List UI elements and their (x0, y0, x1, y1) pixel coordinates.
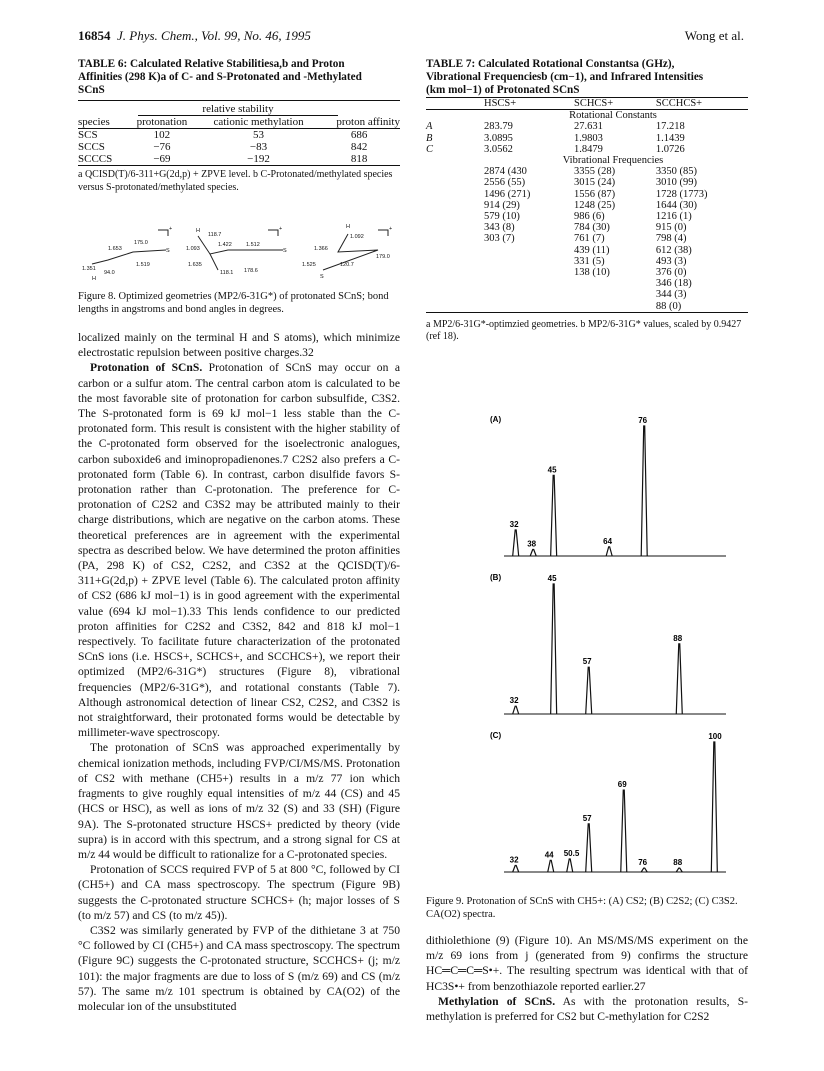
panel-label: (B) (490, 573, 502, 582)
bond-angle-label: 118.1 (220, 270, 234, 276)
table-cell: SCS (78, 129, 98, 141)
peak-mz-label: 38 (527, 539, 537, 549)
spectrum-peak (711, 742, 717, 872)
table-cell: 761 (7) (574, 233, 605, 245)
spectrum-peak (676, 644, 682, 714)
paragraph-text: As with the protonation results, S-methylation is preferred for CS2 but C-methylation for C2S2 (426, 994, 748, 1024)
bond-length-label: 1.422 (218, 242, 232, 248)
table-cell: B (426, 132, 433, 144)
spectrum-peak (551, 584, 557, 714)
table-cell: 1644 (30) (655, 199, 698, 211)
table-cell: 3010 (99) (655, 177, 698, 189)
table7-grid (426, 97, 748, 313)
table-cell: 17.218 (655, 121, 685, 133)
table-cell: 818 (350, 153, 368, 165)
table-row (78, 153, 400, 166)
table6-col-header: protonation (136, 116, 188, 128)
peak-mz-label: 64 (603, 536, 613, 546)
table-row (426, 301, 748, 313)
table-cell: 1.8479 (574, 143, 603, 155)
table7-col-header: SCHCS+ (574, 98, 614, 109)
table6-footnote: a QCISD(T)/6-311+G(2d,p) + ZPVE level. b C-Protonated/methylated species versus S-protonated/methylated species. (78, 169, 393, 193)
table-cell: −83 (249, 141, 268, 153)
charge-label: + (279, 226, 283, 232)
paragraph: Protonation of SCCS required FVP of 5 at 800 °C, followed by CI (CH5+) and CA mass spectroscopy. The spectrum (Figure 9B) suggests the C-protonated structure SCHCS+ (h; major losses of S (to m/z 57) and CS (to m/z 45)). (78, 863, 400, 922)
table7-caption-line: Vibrational Frequenciesb (cm−1), and Infrared Intensities (426, 71, 704, 83)
table-cell: 493 (3) (655, 255, 687, 267)
table-cell: SCCCS (78, 153, 113, 165)
bond-angle-label: 179.0 (376, 254, 390, 260)
figure8-caption: Figure 8. Optimized geometries (MP2/6-31G*) of protonated SCnS; bond lengths in angstroms and bond angles in degrees. (78, 291, 389, 315)
table6-caption-line: TABLE 6: Calculated Relative Stabilitiesa,b and Proton (78, 58, 345, 70)
peak-mz-label: 57 (582, 813, 592, 823)
table-cell: 283.79 (484, 121, 513, 133)
charge-label: + (389, 226, 393, 232)
paragraph: localized mainly on the terminal H and S atoms), which minimize electrostatic repulsion between positive charges.32 (78, 331, 400, 360)
spectrum-peak (513, 706, 519, 714)
left-column-body (78, 330, 400, 1014)
table-row (78, 129, 400, 142)
peak-mz-label: 88 (673, 858, 683, 868)
paragraph: C3S2 was similarly generated by FVP of the dithietane 3 at 750 °C followed by CI (CH5+) and CA mass spectroscopy. The spectrum (Figure 9C) suggests the C-protonated structure, SCCHCS+ (j; m/z 101): the major fragments are due to loss of S (m/z 69) and CS (m/z 57). The same m/z 101 spectrum is obtained by CA(O2) of the molecular ion of the unsubstituted (78, 923, 400, 1013)
table-row (426, 121, 748, 132)
table-cell: A (426, 121, 433, 133)
peak-mz-label: 32 (509, 855, 519, 865)
table-cell: 612 (38) (655, 244, 692, 256)
table-row (426, 278, 748, 289)
bond-length-label: 1.635 (188, 262, 202, 268)
atom-label: S (320, 274, 324, 280)
table-cell: 1496 (271) (484, 188, 531, 200)
table7-section-header: Vibrational Frequencies (562, 155, 664, 167)
table-row (426, 233, 748, 244)
table-cell: 343 (8) (484, 222, 515, 234)
table-cell: 915 (0) (655, 222, 687, 234)
table-cell: 1728 (1773) (655, 188, 708, 200)
running-header-authors: Wong et al. (684, 28, 744, 43)
peak-mz-label: 57 (582, 657, 592, 667)
bond-angle-label: 118.7 (208, 232, 222, 238)
figure9-caption: Figure 9. Protonation of SCnS with CH5+: (A) CS2; (B) C2S2; (C) C3S2. CA(O2) spectra. (426, 896, 738, 920)
paragraph (426, 994, 748, 1024)
spectrum-peak (621, 790, 627, 872)
panel-label: (A) (490, 415, 502, 424)
table-row (426, 289, 748, 300)
bond-length-label: 1.519 (136, 262, 150, 268)
paragraph: The protonation of SCnS was approached experimentally by chemical ionization methods, including FVP/CI/MS/MS. Protonation of CS2 with methane (CH5+) results in a m/z 77 ion which fragments to give roughly equal intensities of m/z 44 (CS) and 45 (HCS or HSC), as well as ions of m/z 32 (S) and 33 (SH) (Figure 9A). The S-protonated structure HSCS+ predicted by theory (vide supra) is in accord with this spectrum, and a strong signal for CS at m/z 44 would be difficult to rationalize for a C-protonated species. (78, 741, 400, 861)
charge-label: + (169, 226, 173, 232)
table6-grid (78, 116, 400, 166)
table-cell: 3.0562 (484, 143, 513, 155)
table-cell: 3350 (85) (655, 166, 698, 178)
table-rule (78, 100, 400, 101)
table-cell: 579 (10) (484, 211, 520, 223)
table-cell: 3015 (24) (574, 177, 616, 189)
table-cell: 303 (7) (484, 233, 515, 245)
atom-label: H (196, 228, 200, 234)
page-number: 16854 (78, 28, 111, 43)
table-cell: 3355 (28) (574, 166, 616, 178)
table6 (78, 100, 400, 194)
spectrum-peak (586, 667, 592, 714)
peak-mz-label: 45 (547, 574, 557, 583)
spectrum-peak (641, 426, 647, 556)
spectrum-peak (551, 475, 557, 556)
table7-col-header: HSCS+ (484, 98, 517, 109)
section-heading: Methylation of SCnS. (438, 994, 556, 1008)
table7-caption (426, 58, 748, 97)
table7-caption-line: TABLE 7: Calculated Rotational Constantsa (GHz), (426, 58, 675, 70)
bond-length-label: 1.525 (302, 262, 316, 268)
spectrum-peak (513, 866, 519, 873)
spectrum-peak (641, 868, 647, 872)
table-row (426, 189, 748, 200)
table-cell: 53 (253, 129, 265, 141)
table7-footnote: a MP2/6-31G*-optimzied geometries. b MP2/6-31G* values, scaled by 0.9427 (ref 18). (426, 318, 742, 343)
table-row (426, 211, 748, 222)
paragraph (78, 360, 400, 740)
table-cell: 1.9803 (574, 132, 603, 144)
table-cell: 1.1439 (655, 132, 685, 144)
table-cell: 2556 (55) (484, 177, 526, 189)
right-column-body (426, 933, 748, 1024)
peak-mz-label: 44 (544, 850, 554, 860)
table-cell: 1556 (87) (574, 188, 616, 200)
table-cell: 376 (0) (655, 267, 687, 279)
atom-label: H (92, 276, 96, 282)
table-row (426, 256, 748, 267)
table-row (426, 177, 748, 188)
bond-length-label: 1.653 (108, 246, 122, 252)
table-row (426, 222, 748, 233)
bond-length-label: 1.093 (186, 246, 200, 252)
bond-length-label: 1.351 (82, 266, 96, 272)
journal-citation: J. Phys. Chem., Vol. 99, No. 46, 1995 (117, 28, 311, 43)
table6-col-header: species (78, 116, 110, 128)
table-row (426, 144, 748, 155)
peak-mz-label: 50.5 (563, 849, 580, 858)
table-cell: 798 (4) (655, 233, 687, 245)
peak-mz-label: 76 (638, 416, 648, 425)
peak-mz-label: 88 (673, 633, 683, 643)
figure9-spectra (490, 410, 730, 886)
atom-label: S (283, 248, 287, 254)
table-cell: −76 (153, 141, 171, 153)
table-cell: 88 (0) (655, 300, 682, 312)
table-cell: 346 (18) (655, 278, 692, 290)
table6-caption-line: Affinities (298 K)a of C- and S-Protonated and -Methylated (78, 71, 362, 83)
table7 (426, 97, 748, 344)
table-cell: 102 (153, 129, 171, 141)
atom-label: H (346, 224, 350, 230)
spectrum-peak (586, 824, 592, 872)
table-cell: 784 (30) (574, 222, 610, 234)
figure9-svg (490, 410, 730, 886)
table-cell: 842 (350, 141, 368, 153)
table-cell: 344 (3) (655, 289, 687, 301)
peak-mz-label: 76 (638, 858, 648, 868)
spectrum-peak (606, 547, 612, 556)
bond-angle-label: 94.0 (104, 270, 115, 276)
section-heading: Protonation of SCnS. (90, 361, 203, 375)
peak-mz-label: 32 (509, 696, 519, 706)
paragraph-text: Protonation of SCnS may occur on a carbon or a sulfur atom. The central carbon atom is calculated to be the most favorable site of protonation for carbon subsulfide, C3S2. The S-protonated form is 69 kJ mol−1 less stable than the C-protonated form. This result is consistent with the higher stability of the C-protonated form observed for the isoelectronic analogues, carbon suboxide6 and iminopropadienones.7 C2S2 also prefers a C-protonated form (Table 6). In contrast, carbon disulfide favors S-protonation rather than C-protonation. The preference for C-protonation of C2S2 and C3S2 may be attributed mainly to their charge distributions, which are negative on the carbon atoms. These theoretical preferences are in agreement with the experimental spectra as described below. We have determined the proton affinities (PA, 298 K) of CS2, C2S2, and C3S2 at the QCISD(T)/6-311+G(2d,p) + ZPVE level (Table 6). The calculated proton affinity of CS2 (686 kJ mol−1) is in good agreement with the experimental value (694 kJ mol−1).33 This lends confidence to our predicted proton affinities for C2S2 and C3S2, 842 and 818 kJ mol−1 respectively. To facilitate future characterization of the protonated SCnS ions (i.e. HSCS+, SCHCS+, and SCCHCS+), we report their optimized (MP2/6-31G*) structures (Figure 8), vibrational frequencies (MP2/6-31G*), and rotational constants (Table 7). Although astronomical detection of linear CS2, C2S2, and C3S2 is not straightforward, their protonated forms would be detectable by millimeter-wave spectroscopy. (78, 361, 400, 740)
bond-angle-label: 178.6 (244, 268, 258, 274)
spectrum-peak (548, 860, 554, 872)
peak-mz-label: 69 (617, 780, 627, 790)
table-row (426, 166, 748, 177)
table-row (426, 245, 748, 256)
bond-angle-label: 175.0 (134, 240, 148, 246)
bond-length-label: 1.366 (314, 246, 328, 252)
bond-length-label: 1.092 (350, 234, 364, 240)
table7-caption-line: (km mol−1) of Protonated SCnS (426, 84, 580, 96)
peak-mz-label: 32 (509, 520, 519, 529)
atom-label: S (166, 248, 170, 254)
table-cell: −69 (153, 153, 171, 165)
table-cell: 3.0895 (484, 132, 513, 144)
spectrum-peak (513, 530, 519, 556)
figure8-structures (78, 222, 400, 288)
peak-mz-label: 100 (708, 732, 722, 741)
table-cell: 686 (350, 129, 368, 141)
table-row (426, 200, 748, 211)
table-cell: 1248 (25) (574, 199, 616, 211)
table-cell: −192 (247, 153, 270, 165)
table6-caption-line: SCnS (78, 84, 105, 96)
spectrum-peak (567, 859, 573, 872)
table-cell: 331 (5) (574, 255, 605, 267)
table-cell: 1216 (1) (655, 211, 692, 223)
table7-section-header: Rotational Constants (569, 110, 657, 122)
panel-label: (C) (490, 731, 502, 740)
table-cell: 138 (10) (574, 267, 610, 279)
table6-col-header: cationic methylation (213, 116, 304, 128)
table-row (426, 267, 748, 278)
table-cell: C (426, 143, 434, 155)
table-cell: 439 (11) (574, 244, 610, 256)
bond-length-label: 1.512 (246, 242, 260, 248)
table-cell: 27.631 (574, 121, 603, 133)
figure8-bonds (78, 222, 400, 288)
bond-angle-label: 120.7 (340, 262, 354, 268)
table7-col-header: SCCHCS+ (655, 98, 703, 109)
table-cell: 2874 (430 (484, 166, 527, 178)
table-row (78, 141, 400, 153)
table-cell: 1.0726 (655, 143, 685, 155)
paragraph: dithiolethione (9) (Figure 10). An MS/MS/MS experiment on the m/z 69 ions from j (generated from 9) confirms the structure HC═C═C═S•+. The resulting spectrum was identical with that of HC3S•+ from benzothiazole reported earlier.27 (426, 934, 748, 993)
table-cell: 986 (6) (574, 211, 605, 223)
spectrum-peak (676, 868, 682, 872)
table6-caption (78, 58, 400, 97)
table-cell: 914 (29) (484, 199, 520, 211)
table-cell: SCCS (78, 141, 105, 153)
peak-mz-label: 45 (547, 465, 557, 475)
spectrum-peak (530, 550, 536, 557)
table6-col-header: proton affinity (336, 116, 400, 128)
table6-group-header: relative stability (138, 103, 338, 116)
running-header (78, 28, 311, 44)
table-row (426, 133, 748, 144)
